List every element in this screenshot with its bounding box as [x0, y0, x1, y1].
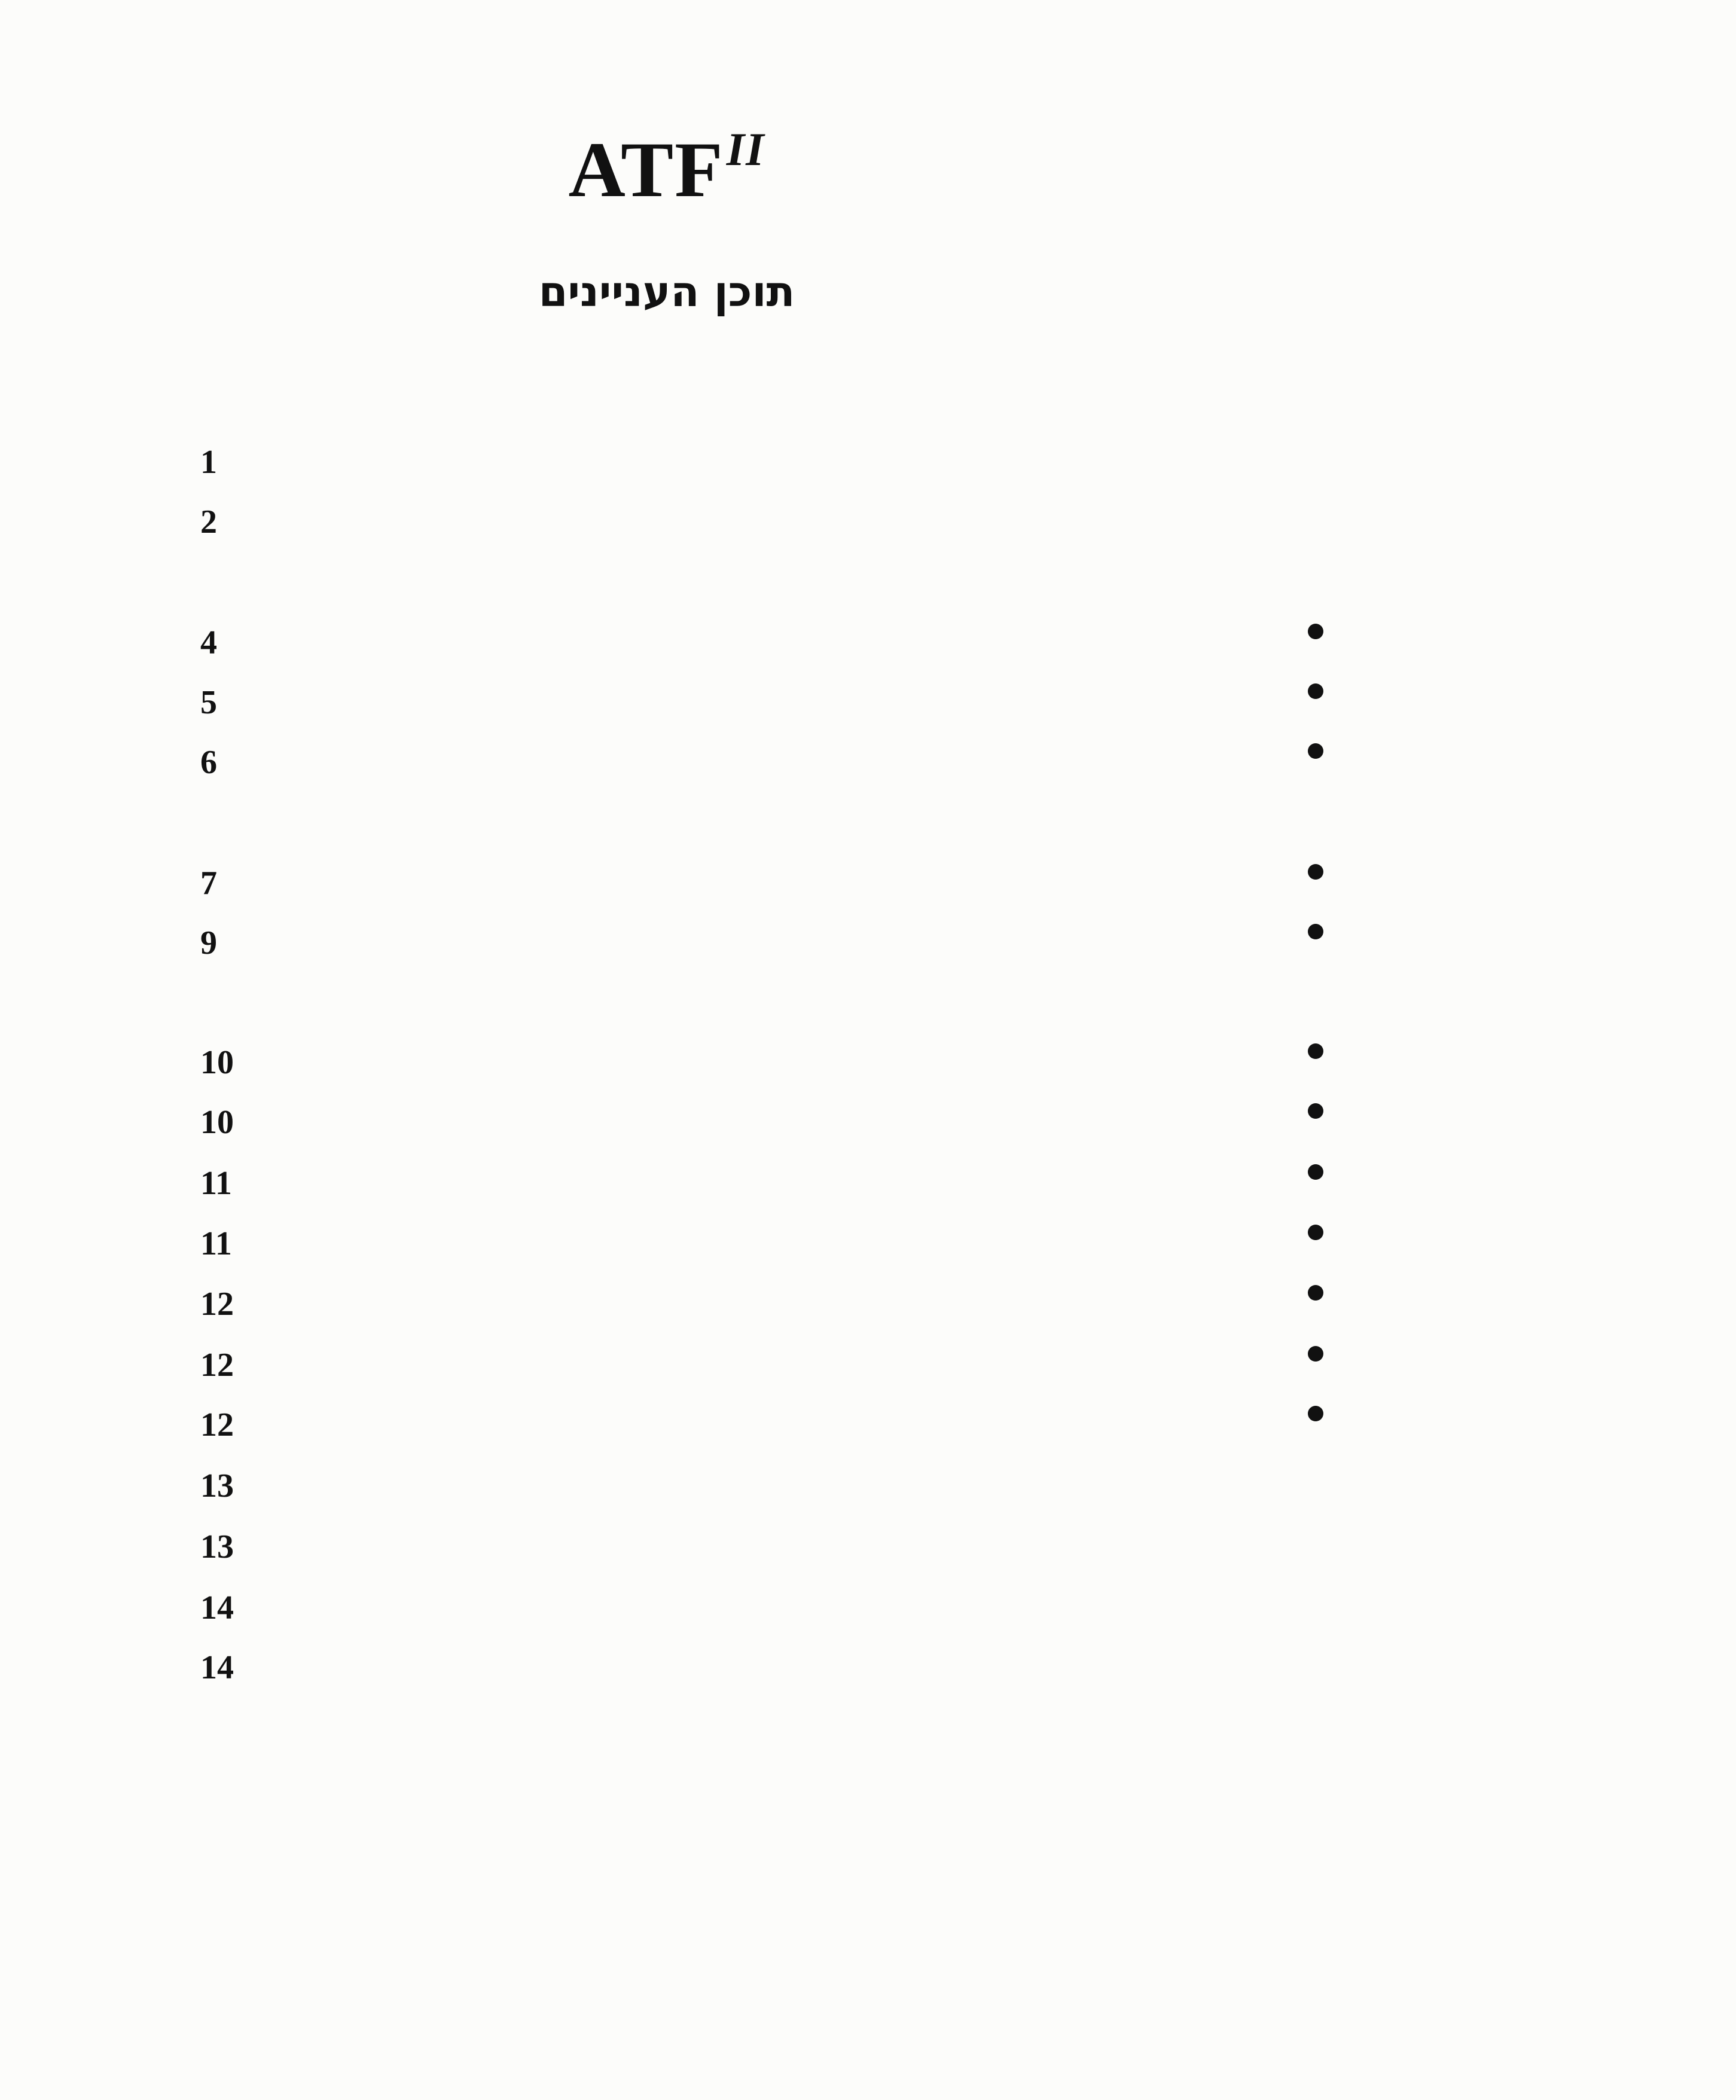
entry-page-number: 13 [200, 1528, 234, 1565]
entry-page-number: 11 [200, 1165, 232, 1202]
entry-page-number: 12 [200, 1286, 234, 1323]
bullet-icon [1308, 1164, 1323, 1180]
entry-page-number: 6 [200, 744, 217, 781]
entry-page-number: 10 [200, 1104, 234, 1141]
entry-page-number: 1 [200, 444, 217, 481]
entry-page-number: 9 [200, 924, 217, 962]
bullet-icon [1308, 1103, 1323, 1119]
entry-page-number: 12 [200, 1406, 234, 1443]
bullet-icon [1308, 924, 1323, 939]
bullet-icon [1308, 1346, 1323, 1362]
bullet-icon [1308, 1406, 1323, 1421]
entry-page-number: 14 [200, 1589, 234, 1626]
entry-page-number: 7 [200, 865, 217, 902]
entry-page-number: 4 [200, 624, 217, 661]
entry-page-number: 11 [200, 1225, 232, 1262]
title-main: ATF [568, 126, 724, 213]
entry-page-number: 13 [200, 1467, 234, 1504]
entry-page-number: 14 [200, 1649, 234, 1686]
bullet-icon [1308, 743, 1323, 759]
title-superscript: II [726, 123, 765, 175]
entry-page-number: 5 [200, 684, 217, 721]
entry-page-number: 2 [200, 503, 217, 541]
document-title [0, 102, 1334, 218]
entry-page-number: 12 [200, 1347, 234, 1384]
bullet-icon [1308, 624, 1323, 639]
entry-page-number: 10 [200, 1044, 234, 1081]
bullet-icon [1308, 1285, 1323, 1301]
bullet-icon [1308, 864, 1323, 880]
bullet-icon [1308, 1225, 1323, 1240]
toc-heading: תוכן העניינים [538, 267, 795, 316]
bullet-icon [1308, 683, 1323, 699]
bullet-icon [1308, 1043, 1323, 1059]
